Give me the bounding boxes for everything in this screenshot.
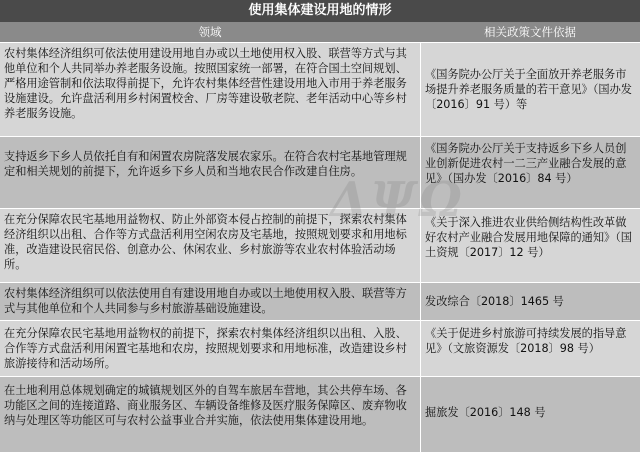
policy-cell: 《国务院办公厅关于支持返乡下乡人员创业创新促进农村一二三产业融合发展的意见》（国办发〔2016〕84 号） (425, 142, 627, 185)
column-divider (420, 42, 421, 452)
watermark-logo: ΔΨΩ (330, 172, 466, 228)
table-title: 使用集体建设用地的情形 (0, 0, 640, 22)
header-policy: 相关政策文件依据 (484, 25, 576, 39)
area-cell: 在土地利用总体规划确定的城镇规划区外的自驾车旅居车营地，其公共停车场、各功能区之间的连接道路、商业服务区、车辆设备维修及医疗服务保障区、废弃物收纳与处理区等功能区可与农村公益事业合并实施，依法使用集体建设用地。 (4, 384, 407, 427)
area-cell: 农村集体经济组织可依法使用建设用地自办或以土地使用权入股、联营等方式与其他单位和个人共同举办养老服务设施。按照国家统一部署，在符合国土空间规划、严格用途管制和依法取得前提下，允许农村集体经营性建设用地入市用于养老服务设施建设。允许盘活利用乡村闲置校舍、厂房等建设敬老院、老年活动中心等乡村养老服务设施。 (4, 47, 407, 120)
policy-cell: 发改综合〔2018〕1465 号 (425, 295, 564, 308)
table-header (0, 22, 640, 42)
area-cell: 农村集体经济组织可以依法使用自有建设用地自办或以土地使用权入股、联营等方式与其他单位和个人共同参与乡村旅游基础设施建设。 (4, 287, 407, 315)
header-area: 领域 (198, 25, 222, 39)
table-row (0, 42, 640, 136)
table-row (0, 376, 640, 452)
table-row (0, 282, 640, 320)
table-row (0, 208, 640, 282)
policy-cell: 《国务院办公厅关于全面放开养老服务市场提升养老服务质量的若干意见》（国办发〔2016〕91 号）等 (425, 68, 632, 111)
area-cell: 在充分保障农民宅基地用益物权的前提下，探索农村集体经济组织以出租、入股、合作等方式盘活利用闲置宅基地和农房，按照规划要求和用地标准，改造建设乡村旅游接待和活动场所。 (4, 327, 407, 370)
table-row (0, 136, 640, 208)
area-cell: 在充分保障农民宅基地用益物权、防止外部资本侵占控制的前提下，探索农村集体经济组织以出租、合作等方式盘活利用空闲农房及宅基地，按照规划要求和用地标准，改造建设民宿民俗、创意办公、休闲农业、乡村旅游等农业农村体验活动场所。 (4, 213, 407, 271)
area-cell: 支持返乡下乡人员依托自有和闲置农房院落发展农家乐。在符合农村宅基地管理规定和相关规划的前提下，允许返乡下乡人员和当地农民合作改建自住房。 (4, 150, 407, 178)
policy-cell: 《关于深入推进农业供给侧结构性改革做好农村产业融合发展用地保障的通知》（国土资规〔2017〕12 号） (425, 216, 632, 259)
policy-cell: 掘旅发〔2016〕148 号 (425, 406, 546, 419)
table-row (0, 320, 640, 376)
policy-cell: 《关于促进乡村旅游可持续发展的指导意见》（文旅资源发〔2018〕98 号） (425, 327, 627, 355)
